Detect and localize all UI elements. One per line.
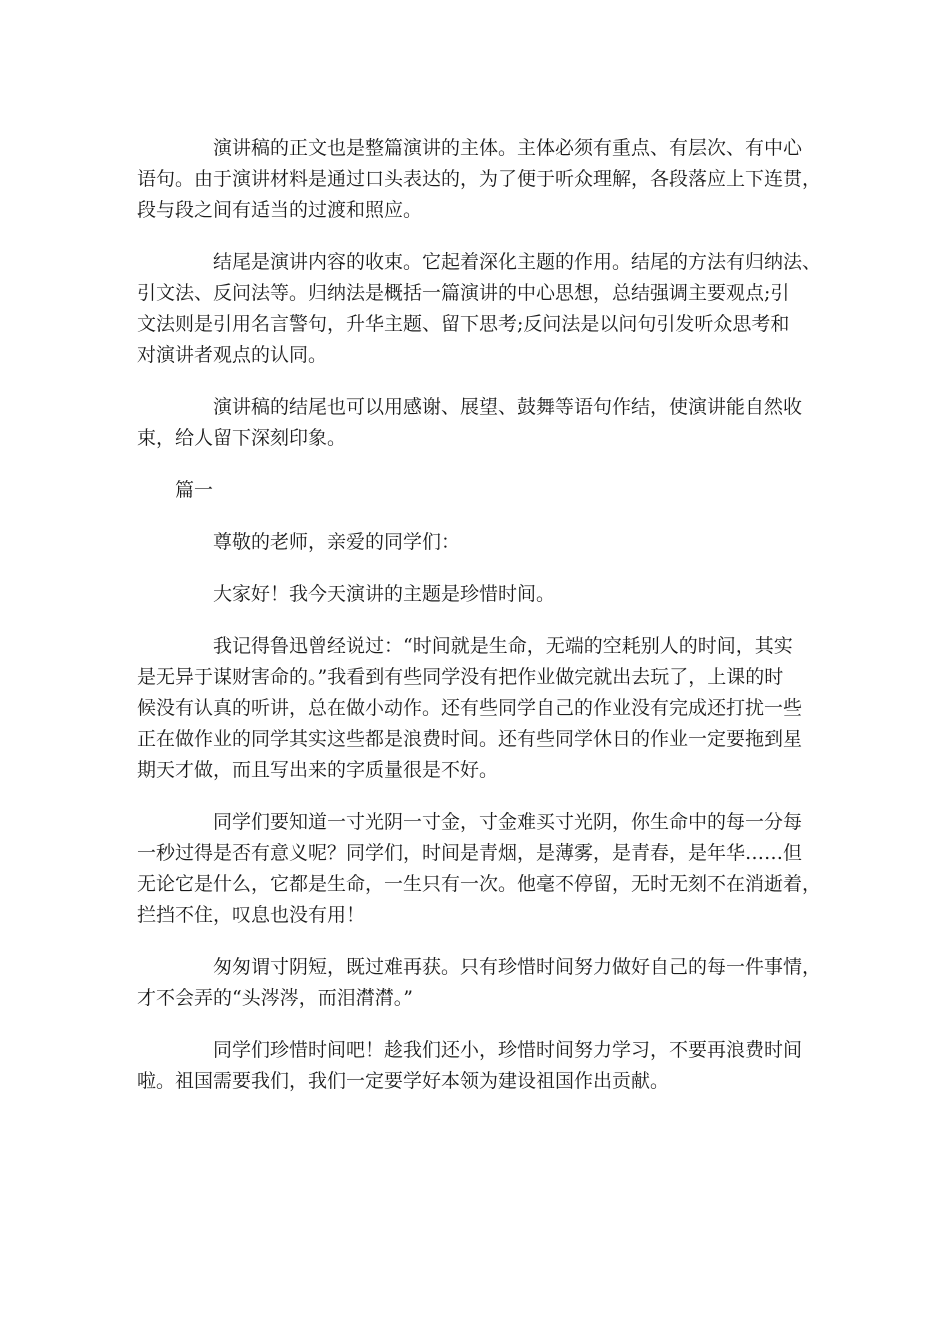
text-line: 演讲稿的正文也是整篇演讲的主体。主体必须有重点、有层次、有中心 bbox=[213, 137, 803, 159]
text-line: 一秒过得是否有意义呢？同学们，时间是青烟，是薄雾，是青春，是年华……但 bbox=[137, 842, 803, 864]
text-line: 同学们要知道一寸光阴一寸金，寸金难买寸光阴，你生命中的每一分每 bbox=[213, 811, 803, 833]
paragraph bbox=[137, 952, 821, 1014]
text-line: 匆匆谓寸阴短，既过难再获。只有珍惜时间努力做好自己的每一件事情， bbox=[213, 956, 822, 978]
text-line: 正在做作业的同学其实这些都是浪费时间。还有些同学休日的作业一定要拖到星 bbox=[137, 728, 803, 750]
text-line: 候没有认真的听讲，总在做小动作。还有些同学自己的作业没有完成还打扰一些 bbox=[137, 697, 803, 719]
text-line: 结尾是演讲内容的收束。它起着深化主题的作用。结尾的方法有归纳法、 bbox=[213, 251, 822, 273]
salutation bbox=[137, 527, 821, 558]
heading-line: 篇一 bbox=[175, 479, 214, 501]
text-line: 同学们珍惜时间吧！趁我们还小，珍惜时间努力学习，不要再浪费时间 bbox=[213, 1039, 803, 1061]
text-line: 对演讲者观点的认同。 bbox=[137, 344, 328, 366]
text-line: 语句。由于演讲材料是通过口头表达的，为了便于听众理解，各段落应上下连贯， bbox=[137, 168, 822, 190]
text-line: 束，给人留下深刻印象。 bbox=[137, 427, 347, 449]
text-line: 大家好！我今天演讲的主题是珍惜时间。 bbox=[213, 583, 556, 605]
text-line: 我记得鲁迅曾经说过：“时间就是生命，无端的空耗别人的时间，其实 bbox=[213, 635, 793, 657]
text-line: 才不会弄的“头涔涔，而泪潸潸。” bbox=[137, 987, 413, 1009]
paragraph bbox=[137, 631, 821, 786]
text-line: 期天才做，而且写出来的字质量很是不好。 bbox=[137, 759, 499, 781]
text-line: 段与段之间有适当的过渡和照应。 bbox=[137, 199, 423, 221]
text-line: 是无异于谋财害命的。”我看到有些同学没有把作业做完就出去玩了，上课的时 bbox=[137, 666, 784, 688]
paragraph bbox=[137, 579, 821, 610]
paragraph bbox=[137, 807, 821, 931]
paragraph bbox=[137, 392, 821, 454]
text-line: 演讲稿的结尾也可以用感谢、展望、鼓舞等语句作结，使演讲能自然收 bbox=[213, 396, 803, 418]
document-body bbox=[137, 133, 821, 1097]
paragraph bbox=[137, 133, 821, 226]
paragraph bbox=[137, 247, 821, 371]
text-line: 引文法、反问法等。归纳法是概括一篇演讲的中心思想，总结强调主要观点;引 bbox=[137, 282, 790, 304]
paragraph bbox=[137, 1035, 821, 1097]
text-line: 啦。祖国需要我们，我们一定要学好本领为建设祖国作出贡献。 bbox=[137, 1070, 670, 1092]
text-line: 拦挡不住，叹息也没有用！ bbox=[137, 904, 366, 926]
text-line: 尊敬的老师，亲爱的同学们： bbox=[213, 531, 461, 553]
text-line: 文法则是引用名言警句，升华主题、留下思考;反问法是以问句引发听众思考和 bbox=[137, 313, 790, 335]
text-line: 无论它是什么，它都是生命，一生只有一次。他毫不停留，无时无刻不在消逝着， bbox=[137, 873, 822, 895]
section-heading bbox=[137, 475, 821, 506]
